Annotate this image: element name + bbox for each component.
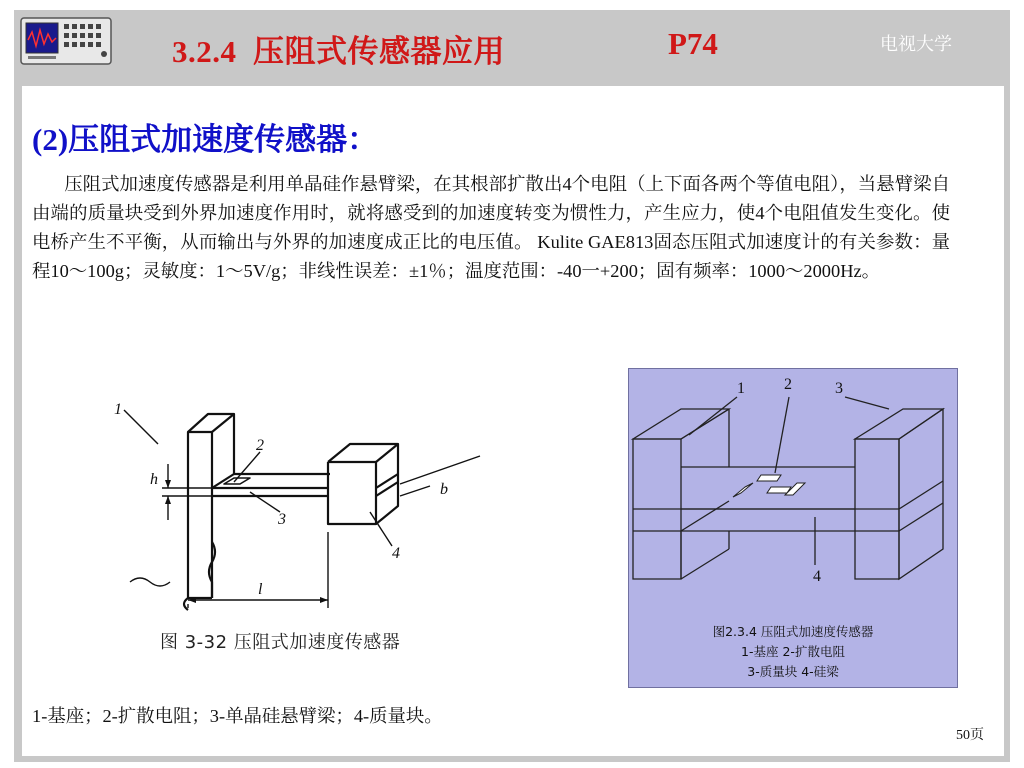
figure-right-caption: [628, 622, 958, 682]
fig-right-label-4: 4: [813, 568, 821, 585]
fig-right-label-2: 2: [784, 376, 792, 393]
fig-right-label-1: 1: [737, 380, 745, 397]
figure-right-caption-line2: 1-基座 2-扩散电阻: [741, 644, 845, 659]
fig-left-label-2: 2: [256, 437, 264, 454]
figure-right-caption-line3: 3-质量块 4-硅梁: [747, 664, 839, 679]
fig-left-label-1: 1: [114, 401, 122, 418]
institution-label: 电视大学: [880, 34, 952, 55]
fig-left-label-h: h: [150, 471, 158, 488]
figure-right-caption-title: 图2.3.4 压阻式加速度传感器: [712, 624, 874, 639]
body-paragraph: [32, 170, 950, 286]
page-number: 50页: [956, 728, 984, 743]
figure-legend: 1-基座；2-扩散电阻；3-单晶硅悬臂梁；4-质量块。: [32, 706, 443, 726]
body-paragraph-text: 压阻式加速度传感器是利用单晶硅作悬臂梁，在其根部扩散出4个电阻（上下面各两个等值电阻），当悬臂梁自由端的质量块受到外界加速度作用时，就将感受到的加速度转变为惯性力，产生应力，使4个电阻值发生变化。使电桥产生不平衡，从而输出与外界的加速度成正比的电压值。 Kulite GAE813固态压阻式加速度计的有关参数：量程10～100g；灵敏度：1～5V/g；非线性误差：±1％；温度范围：-40一+200；固有频率：1000～2000Hz。: [32, 174, 950, 281]
slide-title: 3.2.4 压阻式传感器应用: [172, 34, 505, 69]
section-heading: (2)压阻式加速度传感器：: [32, 122, 379, 157]
figure-left-caption: 图 3-32 压阻式加速度传感器: [160, 632, 401, 653]
header-bar: [14, 10, 1010, 86]
fig-right-label-3: 3: [835, 380, 843, 397]
instrument-logo-icon: [20, 16, 112, 66]
cantilever-sensor-drawing: [100, 392, 500, 664]
fig-left-label-b: b: [440, 481, 448, 498]
textbook-page-ref: P74: [668, 26, 718, 61]
fig-left-label-3: 3: [278, 511, 286, 528]
silicon-beam-schematic: [629, 369, 959, 619]
fig-left-label-l: l: [258, 581, 263, 598]
fig-left-label-4: 4: [392, 545, 400, 562]
